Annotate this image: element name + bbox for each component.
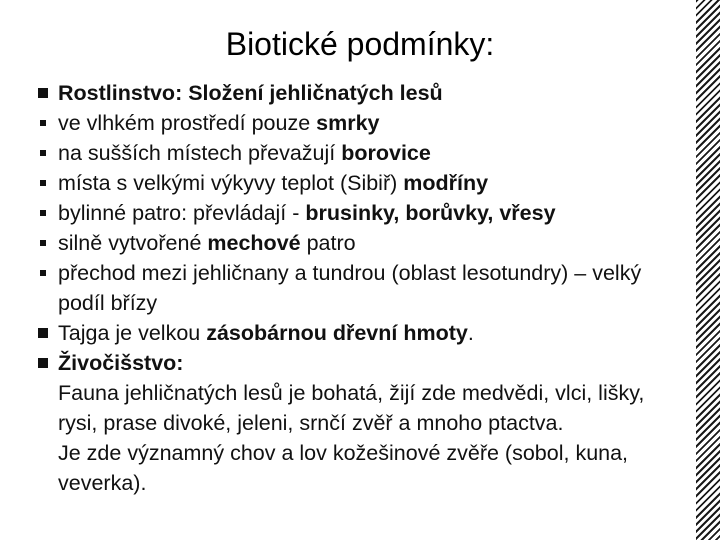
list-item [36,228,686,258]
item-text: na sušších místech převažují [58,141,342,165]
list-item [36,108,686,138]
item-text: přechod mezi jehličnany a tundrou (oblast lesotundry) – velký podíl břízy [58,261,642,315]
list-item [36,198,686,228]
list-item [36,438,686,498]
item-text: místa s velkými výkyvy teplot (Sibiř) [58,171,404,195]
square-bullet-icon [38,358,48,368]
item-text: smrky [316,111,380,135]
item-text: patro [300,231,356,255]
list-item [36,378,686,438]
item-text: borovice [341,141,431,165]
item-text: zásobárnou dřevní hmoty [206,321,468,345]
slide-title: Biotické podmínky: [225,26,495,62]
list-item [36,258,686,318]
square-bullet-icon [40,210,46,216]
item-text: Je zde významný chov a lov kožešinové zvěře (sobol, kuna, veverka). [58,441,629,495]
item-text: ve vlhkém prostředí pouze [58,111,317,135]
item-text: modříny [403,171,489,195]
list-item [36,78,686,108]
item-text: Živočišstvo: [58,351,184,375]
item-text: Rostlinstvo: Složení jehličnatých lesů [58,81,443,105]
square-bullet-icon [40,150,46,156]
item-text: silně vytvořené [58,231,208,255]
list-item [36,168,686,198]
square-bullet-icon [38,328,48,338]
square-bullet-icon [40,180,46,186]
item-text: . [467,321,474,345]
item-text: brusinky, borůvky, vřesy [305,201,556,225]
item-text: bylinné patro: převládají - [58,201,306,225]
square-bullet-icon [40,270,46,276]
list-item [36,318,686,348]
list-item [36,348,686,378]
item-text: Tajga je velkou [58,321,207,345]
square-bullet-icon [40,120,46,126]
item-text: mechové [207,231,301,255]
square-bullet-icon [38,88,48,98]
square-bullet-icon [40,240,46,246]
decorative-stripe [696,0,720,540]
item-text: Fauna jehličnatých lesů je bohatá, žijí zde medvědi, vlci, lišky, rysi, prase divoké, jeleni, srnčí zvěř a mnoho ptactva. [58,381,645,435]
list-item [36,138,686,168]
slide-content [36,78,686,498]
